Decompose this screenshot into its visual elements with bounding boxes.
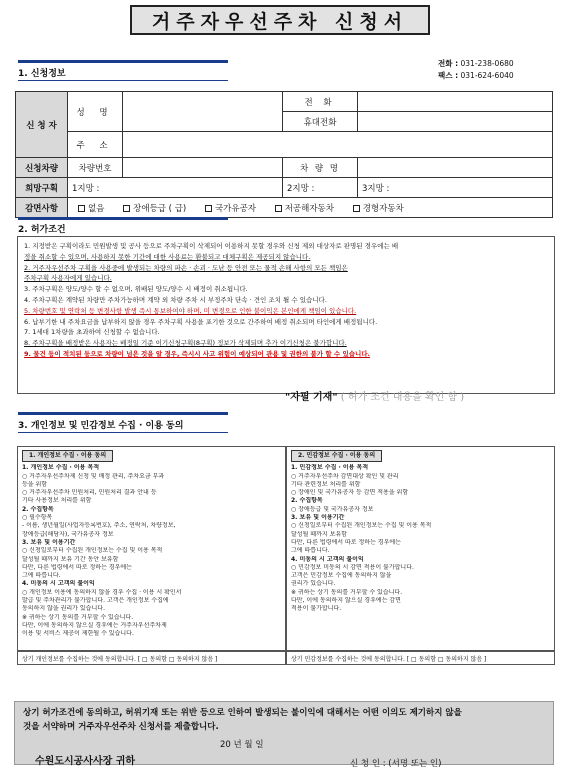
consent-line: 그에 따릅니다. xyxy=(291,547,330,555)
section-underline xyxy=(18,432,228,433)
mobile-field[interactable] xyxy=(358,112,553,132)
date-field[interactable]: 20 년 월 일 xyxy=(220,740,264,750)
consent-line: 다만, 다른 법령에서 따로 정하는 경우에는 xyxy=(22,563,132,571)
consent-line: 발급 및 주차관리가 불가합니다. 고객은 개인정보 수집에 xyxy=(22,597,169,605)
car-name-label: 차 량 명 xyxy=(283,158,358,178)
declaration-text: 것을 서약하며 거주자우선주차 신청서를 제출합니다. xyxy=(23,722,219,732)
declaration-text: 상기 허가조건에 동의하고, 허위기재 또는 위반 등으로 인하여 발생되는 불이익에 대해서는 어떤 이의도 제기하지 않을 xyxy=(23,708,462,718)
consent-line: 1. 민감정보 수집 · 이용 목적 xyxy=(291,464,369,472)
form-title: 거주자우선주차 신청서 xyxy=(130,5,430,35)
vehicle-label: 신청차량 xyxy=(16,158,68,178)
checkbox-icon xyxy=(123,205,130,212)
consent-line: 2. 수집항목 xyxy=(22,505,54,513)
sensitive-consent-footer[interactable]: 상기 민감정보를 수집하는 것에 동의합니다. [ □ 동의함 □ 동의하지 않음 ] xyxy=(286,651,555,665)
checkbox-icon xyxy=(78,205,85,212)
sensitive-lines xyxy=(291,464,550,613)
condition-line: 주차구획 사용자에게 있습니다. xyxy=(24,274,112,283)
signature-field[interactable]: 신 청 인 : (서명 또는 인) xyxy=(350,759,442,769)
condition-line: 정을 취소할 수 있으며, 사용하지 못한 기간에 대한 사용료는 환불되고 대체구획은 제공되지 않습니다. xyxy=(24,252,311,261)
section-conditions: 2. 허가조건 xyxy=(18,225,66,235)
privacy-lines xyxy=(22,464,281,638)
privacy-header: 1. 개인정보 수집 · 이용 동의 xyxy=(22,450,113,462)
consent-line: 2. 수집항목 xyxy=(291,497,323,505)
privacy-consent-footer[interactable]: 상기 개인정보를 수집하는 것에 동의합니다. [ □ 동의함 □ 동의하지 않음 ] xyxy=(17,651,286,665)
condition-line: 8. 주차구획을 배정받은 사용자는 배정일 기준 이기신청구획(8구획) 정보가 삭제되며 추가 이기신청은 불가합니다. xyxy=(24,339,347,348)
vehicle-number-field[interactable] xyxy=(123,158,283,178)
declaration-box xyxy=(14,701,554,769)
consent-line: 기타 관련정보 처리를 위함 xyxy=(291,480,361,488)
consent-line: 기타 사용정보 처리를 위함 xyxy=(22,497,92,505)
checkbox-icon xyxy=(205,205,212,212)
zone-3-field[interactable]: 3지망 : xyxy=(358,178,553,198)
consent-line: 다만, 이에 동의하지 않으실 경우에는 거주자우선주차제 xyxy=(22,621,167,629)
address-field[interactable] xyxy=(123,132,553,158)
vehicle-number-label: 차량번호 xyxy=(68,158,123,178)
consent-line: 등을 위함 xyxy=(22,480,48,488)
address-label: 주 소 xyxy=(68,132,123,158)
condition-line: 3. 주차구획은 양도/양수 할 수 없으며, 위배된 양도/양수 시 배정이 취소됩니다. xyxy=(24,285,248,294)
consent-line: ○ 개인정보 이용에 동의하지 않을 경우 수집 · 이용 시 확인서 xyxy=(22,588,182,596)
contact-info xyxy=(438,58,514,82)
name-label: 성 명 xyxy=(68,92,123,132)
consent-line: 1. 개인정보 수집 · 이용 목적 xyxy=(22,464,100,472)
consent-line: ○ 장애인 및 국가유공자 등 감면 적용을 위함 xyxy=(291,489,409,497)
consent-line: 달성될 때까지 보유 기간 동안 보유함 xyxy=(22,555,119,563)
consent-line: 달성될 때까지 보유함 xyxy=(291,530,347,538)
fax-number: 031-624-6040 xyxy=(460,71,514,80)
consent-line: 권리가 있습니다. xyxy=(291,580,336,588)
condition-line: 6. 납부기한 내 주차요금을 납부하지 않을 경우 주차구획 사용을 포기한 것으로 간주하여 배정 취소되며 타인에게 배정됩니다. xyxy=(24,317,378,326)
section-applicant-info: 1. 신청정보 xyxy=(18,69,66,79)
zone-label: 희망구획 xyxy=(16,178,68,198)
checkbox-icon xyxy=(353,205,360,212)
consent-line: ※ 귀하는 상기 동의를 거부할 수 있습니다. xyxy=(22,613,134,621)
privacy-consent-box xyxy=(17,446,286,651)
phone-label: 전 화 xyxy=(283,92,358,112)
consent-line: ○ 신청일로부터 수집된 개인정보는 수집 및 이용 목적 xyxy=(291,522,432,530)
checkbox-icon xyxy=(275,205,282,212)
consent-line: 장애등급(해당자), 국가유공자 정보 xyxy=(22,530,114,538)
consent-line: 3. 보유 및 이용기간 xyxy=(291,514,345,522)
section-underline xyxy=(18,80,228,81)
fax-label: 팩스 : xyxy=(438,71,459,80)
consent-line: 적용이 불가합니다. xyxy=(291,605,342,613)
consent-line: 4. 미동의 시 고객의 불이익 xyxy=(291,555,364,563)
zone-1-field[interactable]: 1지망 : xyxy=(68,178,283,198)
condition-line: 2. 거주자우선주차 구획을 사용중에 발생되는 차량의 파손 · 손괴 · 도난 등 안전 또는 물적 손해 사항의 모든 책임은 xyxy=(24,263,348,272)
consent-line: 다만, 이에 동의하지 않으실 경우에는 감면 xyxy=(291,597,401,605)
consent-line: 이용 및 서비스 제공이 제한될 수 있습니다. xyxy=(22,630,134,638)
section-bar xyxy=(18,412,228,415)
sensitive-consent-box xyxy=(286,446,555,651)
handwritten-note[interactable]: "자필 기재" ( 허가 조건 내용을 확인 함 ) xyxy=(285,392,465,403)
tel-number: 031-238-0680 xyxy=(460,59,514,68)
mobile-label: 휴대전화 xyxy=(283,112,358,132)
option-none[interactable]: 없음 xyxy=(78,204,104,214)
option-merit[interactable]: 국가유공자 xyxy=(205,204,256,214)
applicant-table xyxy=(15,91,553,218)
section-bar xyxy=(18,217,228,220)
section-privacy: 3. 개인정보 및 민감정보 수집 · 이용 동의 xyxy=(18,421,184,431)
consent-line: ○ 거주자우선주차제 신청 및 배정 관리, 주차요금 부과 xyxy=(22,472,165,480)
condition-line: 4. 주차구획은 계약된 차량만 주차가능하며 계약 외 차량 주차 시 부정주차 단속 · 견인 조치 될 수 있습니다. xyxy=(24,295,327,304)
consent-line: 4. 미동의 시 고객의 불이익 xyxy=(22,580,95,588)
consent-line: 3. 보유 및 이용기간 xyxy=(22,538,76,546)
option-compact-car[interactable]: 경형자동차 xyxy=(353,204,404,214)
consent-line: 고객은 민감정보 수집에 동의하지 않을 xyxy=(291,572,392,580)
tel-label: 전화 : xyxy=(438,59,459,68)
handwritten-hint: ( 허가 조건 내용을 확인 함 ) xyxy=(340,392,465,403)
option-disability[interactable]: 장애등급 ( 급) xyxy=(123,204,186,214)
consent-line: 그에 따릅니다. xyxy=(22,572,61,580)
name-field[interactable] xyxy=(123,92,283,132)
discount-label: 감면사항 xyxy=(16,198,68,218)
option-eco-car[interactable]: 저공해자동차 xyxy=(275,204,334,214)
section-bar xyxy=(18,60,228,63)
zone-2-field[interactable]: 2지망 : xyxy=(283,178,358,198)
consent-line: - 이름, 생년월일(사업자등록번호), 주소, 연락처, 차량정보, xyxy=(22,522,176,530)
conditions-box xyxy=(17,236,555,394)
car-name-field[interactable] xyxy=(358,158,553,178)
consent-line: 동의하지 않을 권리가 있습니다. xyxy=(22,605,105,613)
consent-line: ※ 귀하는 상기 동의를 거부할 수 있습니다. xyxy=(291,588,403,596)
consent-line: ○ 필수항목 xyxy=(22,514,53,522)
condition-line: 1. 지정받은 구획이라도 민원발생 및 공사 등으로 주차구획이 삭제되어 이용하지 못할 경우와 신청 제외 대상자로 판명된 경우에는 배 xyxy=(24,242,399,250)
sensitive-header: 2. 민감정보 수집 · 이용 동의 xyxy=(291,450,382,462)
applicant-label: 신 청 자 xyxy=(16,92,68,158)
condition-line: 5. 차량번호 및 연락처 등 변경사항 발생 즉시 통보하여야 하며, 미 변경으로 인한 불이익은 본인에게 책임이 있습니다. xyxy=(24,306,357,315)
consent-line: ○ 장애등급 및 국가유공자 정보 xyxy=(291,505,374,513)
consent-line: ○ 신청일로부터 수집된 개인정보는 수집 및 이용 목적 xyxy=(22,547,163,555)
consent-line: 다만, 다른 법령에서 따로 정하는 경우에는 xyxy=(291,538,401,546)
condition-line: 7. 1세대 1차량을 초과하여 신청할 수 없습니다. xyxy=(24,328,160,337)
consent-line: ○ 민감정보 미동의 시 감면 적용이 불가합니다. xyxy=(291,563,414,571)
consent-line: ○ 거주자우선주차 민원처리, 민원처리 결과 안내 등 xyxy=(22,489,157,497)
recipient: 수원도시공사사장 귀하 xyxy=(35,756,136,767)
discount-options xyxy=(68,198,553,218)
condition-line: 9. 물건 등이 적치된 등으로 차량이 넘은 것을 알 경우, 즉시시 사고 위험이 예상되어 관용 및 권한의 불가 할 수 있습니다. xyxy=(24,349,371,358)
consent-line: ○ 거주자우선주차 감면대상 확인 및 관리 xyxy=(291,472,399,480)
phone-field[interactable] xyxy=(358,92,553,112)
